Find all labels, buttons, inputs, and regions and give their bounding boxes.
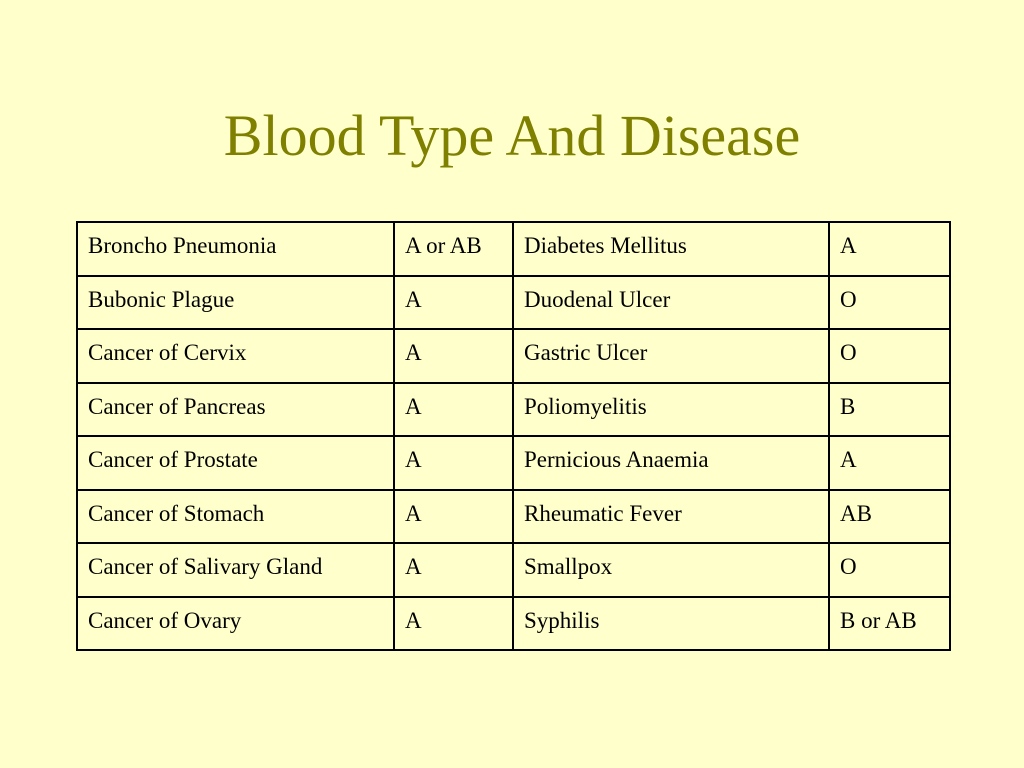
table-row xyxy=(77,276,950,330)
disease-cell: Cancer of Stomach xyxy=(77,490,394,544)
disease-cell: Pernicious Anaemia xyxy=(513,436,829,490)
blood-type-cell: B xyxy=(829,383,950,437)
disease-cell: Syphilis xyxy=(513,597,829,651)
disease-cell: Cancer of Ovary xyxy=(77,597,394,651)
blood-type-cell: AB xyxy=(829,490,950,544)
table-row xyxy=(77,436,950,490)
blood-type-cell: A xyxy=(394,276,513,330)
disease-cell: Diabetes Mellitus xyxy=(513,222,829,276)
disease-cell: Broncho Pneumonia xyxy=(77,222,394,276)
disease-cell: Gastric Ulcer xyxy=(513,329,829,383)
table-row xyxy=(77,329,950,383)
disease-cell: Smallpox xyxy=(513,543,829,597)
disease-cell: Cancer of Pancreas xyxy=(77,383,394,437)
blood-type-cell: A or AB xyxy=(394,222,513,276)
disease-cell: Bubonic Plague xyxy=(77,276,394,330)
table-row xyxy=(77,222,950,276)
table-row xyxy=(77,383,950,437)
disease-cell: Duodenal Ulcer xyxy=(513,276,829,330)
disease-cell: Poliomyelitis xyxy=(513,383,829,437)
blood-type-cell: O xyxy=(829,329,950,383)
blood-type-cell: A xyxy=(394,543,513,597)
blood-type-cell: A xyxy=(829,436,950,490)
blood-type-cell: O xyxy=(829,276,950,330)
disease-cell: Cancer of Prostate xyxy=(77,436,394,490)
blood-type-cell: A xyxy=(394,597,513,651)
disease-cell: Cancer of Cervix xyxy=(77,329,394,383)
blood-type-cell: A xyxy=(394,490,513,544)
table-row xyxy=(77,597,950,651)
disease-cell: Rheumatic Fever xyxy=(513,490,829,544)
disease-cell: Cancer of Salivary Gland xyxy=(77,543,394,597)
blood-type-cell: A xyxy=(394,436,513,490)
blood-type-cell: B or AB xyxy=(829,597,950,651)
blood-type-cell: A xyxy=(394,329,513,383)
table-row xyxy=(77,543,950,597)
blood-type-cell: A xyxy=(394,383,513,437)
blood-type-cell: A xyxy=(829,222,950,276)
blood-type-disease-table xyxy=(76,221,951,651)
table-row xyxy=(77,490,950,544)
blood-type-cell: O xyxy=(829,543,950,597)
slide-title: Blood Type And Disease xyxy=(223,103,801,168)
